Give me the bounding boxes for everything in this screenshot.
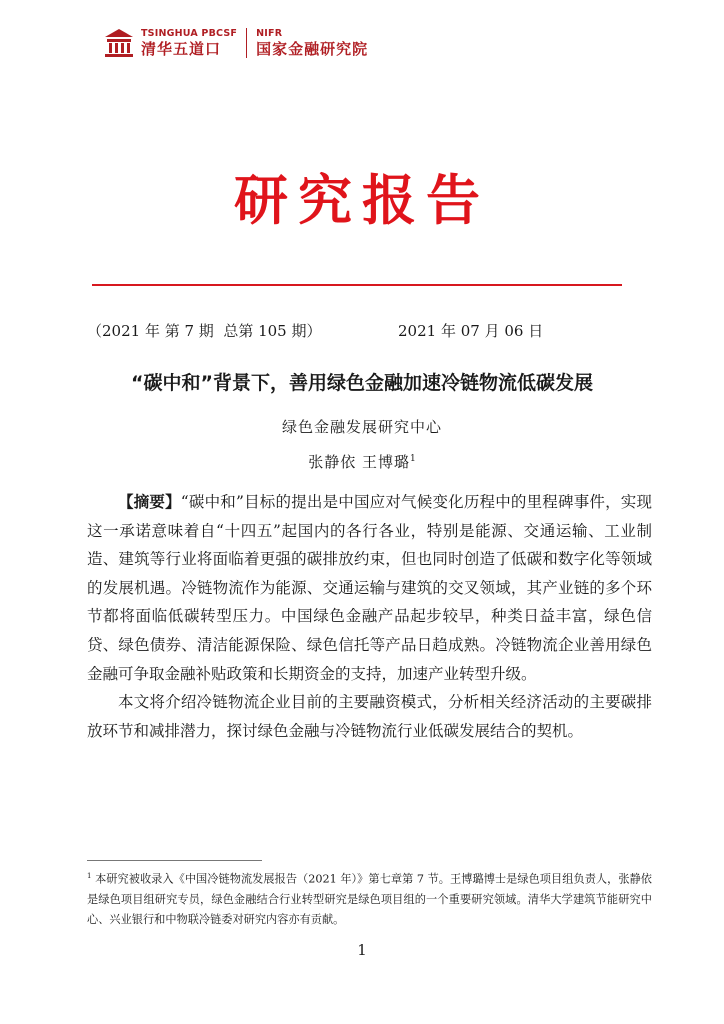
page-number: 1: [357, 941, 367, 959]
logo-chinese: 清华五道口: [141, 40, 222, 59]
research-center: 绿色金融发展研究中心: [281, 418, 442, 436]
institution-header: [103, 24, 368, 62]
article-title: “碳中和”背景下，善用绿色金融加速冷链物流低碳发展: [131, 372, 593, 394]
article-body: [87, 488, 652, 745]
title-divider: [92, 284, 622, 286]
footnote-text: 本研究被收录入《中国冷链物流发展报告（2021 年）》第七章第 7 节。王博璐博士是绿色项目组负责人，张静依是绿色项目组研究专员，绿色金融结合行业转型研究是绿色项目组的一个重要研究领域。清华大学建筑节能研究中心、兴业银行和中物联冷链委对研究内容亦有贡献。: [87, 872, 652, 926]
author-footnote-mark: 1: [410, 454, 416, 464]
intro-paragraph: 本文将介绍冷链物流企业目前的主要融资模式，分析相关经济活动的主要碳排放环节和减排潜力，探讨绿色金融与冷链物流行业低碳发展结合的契机。: [87, 693, 652, 740]
author-names: 张静依 王博璐: [308, 453, 411, 471]
tsinghua-building-logo-icon: [103, 27, 135, 59]
logo-english: TSINGHUA PBCSF: [141, 27, 238, 39]
abstract-text: “碳中和”目标的提出是中国应对气候变化历程中的里程碑事件，实现这一承诺意味着自“十四五”起国内的各行各业，特别是能源、交通运输、工业制造、建筑等行业将面临着更强的碳排放约束，但也同时创造了低碳和数字化等领域的发展机遇。冷链物流作为能源、交通运输与建筑的交叉领域，其产业链的多个环节都将面临低碳转型压力。中国绿色金融产品起步较早，种类日益丰富，绿色信贷、绿色债券、清洁能源保险、绿色信托等产品日趋成熟。冷链物流企业善用绿色金融可争取金融补贴政策和长期资金的支持，加速产业转型升级。: [87, 493, 652, 683]
abstract-paragraph: [87, 488, 652, 688]
issue-number: （2021 年 第 7 期 总第 105 期）: [87, 322, 322, 340]
nifr-logo: [256, 29, 368, 58]
report-title: 研究报告: [234, 168, 490, 232]
abstract-label: 【摘要】: [118, 493, 181, 511]
pbcsf-logo: [141, 29, 237, 58]
footnote: [87, 866, 652, 930]
issue-date: 2021 年 07 月 06 日: [398, 322, 544, 340]
footnote-divider: [87, 860, 262, 861]
footnote-mark: 1: [87, 872, 92, 880]
authors: [0, 451, 724, 472]
nifr-chinese: 国家金融研究院: [256, 40, 369, 59]
nifr-english: NIFR: [256, 27, 283, 39]
logo-divider: [246, 28, 247, 58]
